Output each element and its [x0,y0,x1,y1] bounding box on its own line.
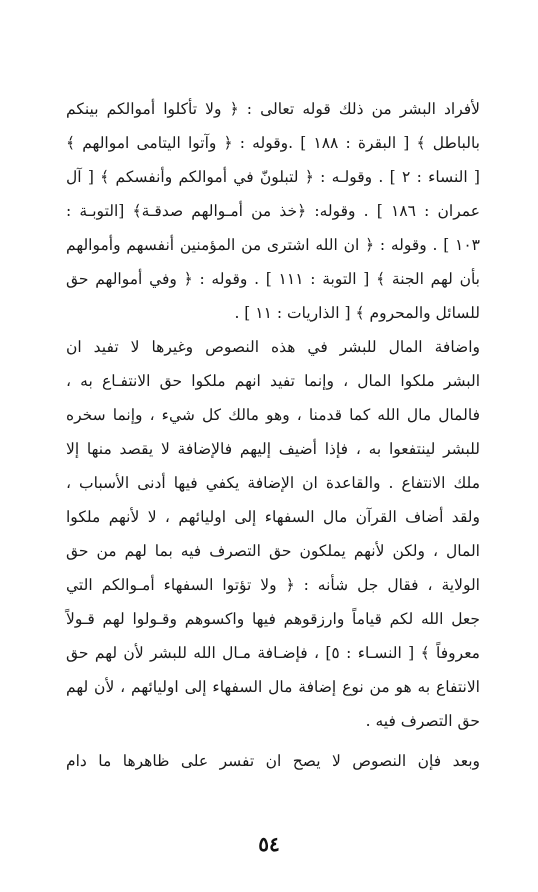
text-line: [ النساء : ٢ ] . وقولـه : ﴿ لتبلونّ في أموالكم وأنفسكم ﴾ [ آل [66,168,480,186]
text-line: الانتفاع به هو من نوع إضافة مال السفهاء إلى اوليائهم ، لأن لهم [66,678,480,696]
paragraph-1 [66,92,480,330]
text-line: ملك الانتفاع . والقاعدة ان الإضافة يكفي فيها أدنى الأسباب ، [66,474,480,492]
paragraph-2 [66,330,480,738]
text-line: الولاية ، فقال جل شأنه : ﴿ ولا تؤتوا السفهاء أمـوالكم التي [66,576,480,594]
text-line: عمران : ١٨٦ ] . وقوله: ﴿خذ من أمـوالهم صدقـة﴾ [التوبـة : [66,202,480,220]
text-line: بالباطل ﴾ [ البقرة : ١٨٨ ] .وقوله : ﴿ وآتوا اليتامى اموالهم ﴾ [66,134,480,152]
text-line: جعل الله لكم قياماً وارزقوهم فيها واكسوهم وقـولوا لهم قـولاً [66,610,480,628]
text-line: ١٠٣ ] . وقوله : ﴿ ان الله اشترى من المؤمنين أنفسهم وأموالهم [66,236,480,254]
text-line: حق التصرف فيه . [365,712,480,730]
text-line: معروفاً ﴾ [ النسـاء : ٥] ، فإضـافة مـال الله للبشر لأن لهم حق [66,644,480,662]
text-line: للسائل والمحروم ﴾ [ الذاريات : ١١ ] . [234,304,480,322]
text-line: ولقد أضاف القرآن مال السفهاء إلى اوليائهم ، لا لأنهم ملكوا [66,508,480,526]
page-number: ٥٤ [258,832,280,856]
text-line: البشر ملكوا المال ، وإنما تفيد انهم ملكوا حق الانتفـاع به ، [66,372,480,390]
paragraph-3 [66,744,480,778]
text-line: وبعد فإن النصوص لا يصح ان تفسر على ظاهرها ما دام [66,752,480,770]
text-line: واضافة المال للبشر في هذه النصوص وغيرها لا تفيد ان [66,338,480,356]
text-line: لأفراد البشر من ذلك قوله تعالى : ﴿ ولا تأكلوا أموالكم بينكم [66,100,480,118]
text-line: للبشر لينتفعوا به ، فإذا أضيف إليهم فالإضافة لا يقصد منها إلا [66,440,480,458]
text-line: فالمال مال الله كما قدمنا ، وهو مالك كل شيء ، وإنما سخره [66,406,480,424]
text-line: بأن لهم الجنة ﴾ [ التوبة : ١١١ ] . وقوله : ﴿ وفي أموالهم حق [66,270,480,288]
text-line: المال ، ولكن لأنهم يملكون حق التصرف فيه بما لهم من حق [66,542,480,560]
